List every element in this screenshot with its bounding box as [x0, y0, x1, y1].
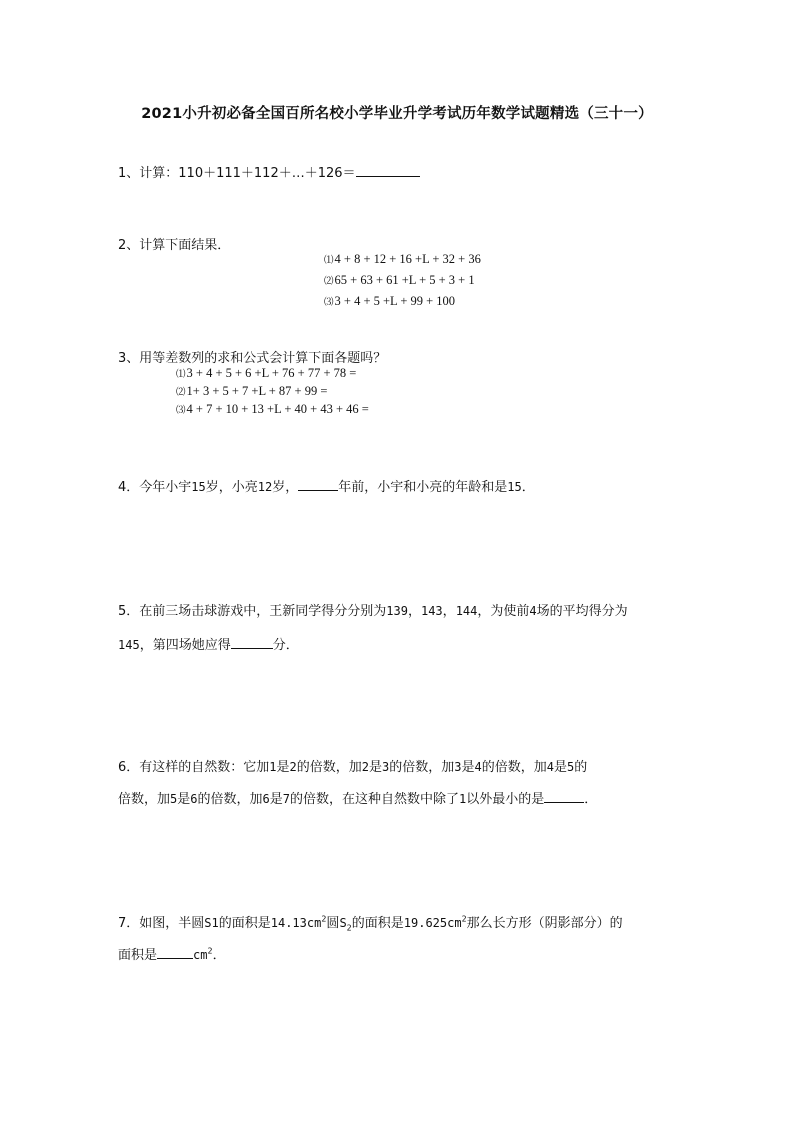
q2-item-1: ⑴4 + 8 + 12 + 16 +L + 32 + 36: [324, 252, 481, 266]
q3-item-3: ⑶4 + 7 + 10 + 13 +L + 40 + 43 + 46 =: [176, 402, 369, 416]
question-7-line-2: 面积是 $cm^2$．: [118, 946, 226, 963]
question-1: [118, 162, 420, 181]
answer-blank: [157, 947, 193, 959]
question-6-line-2: 倍数，加5是6的倍数，加6是7的倍数，在这种自然数中除了1以外最小的是 ．: [118, 792, 598, 807]
question-1-text: 1、计算：110＋111＋112＋…＋126＝: [118, 166, 356, 181]
question-4: 4．今年小宇15岁，小亮12岁， 年前，小宇和小亮的年龄和是15．: [118, 480, 535, 495]
question-5-line-1: 5．在前三场击球游戏中，王新同学得分分别为139，143，144，为使前4场的平均得分为: [118, 604, 628, 619]
question-5-line-2: 145，第四场她应得 分．: [118, 638, 299, 653]
page-title: 2021小升初必备全国百所名校小学毕业升学考试历年数学试题精选（三十一）: [141, 106, 653, 122]
question-3-label: 3、用等差数列的求和公式会计算下面各题吗？: [118, 351, 387, 366]
answer-blank: [298, 479, 338, 491]
question-2-label: 2、计算下面结果．: [118, 238, 231, 253]
answer-blank: [231, 637, 273, 649]
question-6-line-1: 6．有这样的自然数：它加1是2的倍数，加2是3的倍数，加3是4的倍数，加4是5的: [118, 760, 588, 775]
q3-item-2: ⑵1+ 3 + 5 + 7 +L + 87 + 99 =: [176, 384, 328, 398]
answer-blank: [544, 791, 584, 803]
q2-item-3: ⑶3 + 4 + 5 +L + 99 + 100: [324, 294, 456, 308]
q2-item-2: ⑵65 + 63 + 61 +L + 5 + 3 + 1: [324, 273, 475, 287]
q3-item-1: ⑴3 + 4 + 5 + 6 +L + 76 + 77 + 78 =: [176, 366, 357, 380]
question-7-line-1: 7．如图，半圆S1的面积是$14.13cm^2$圆$S_2$的面积是$19.625cm^2$那么长方形（阴影部分）的: [118, 914, 623, 933]
answer-blank: [356, 165, 420, 177]
